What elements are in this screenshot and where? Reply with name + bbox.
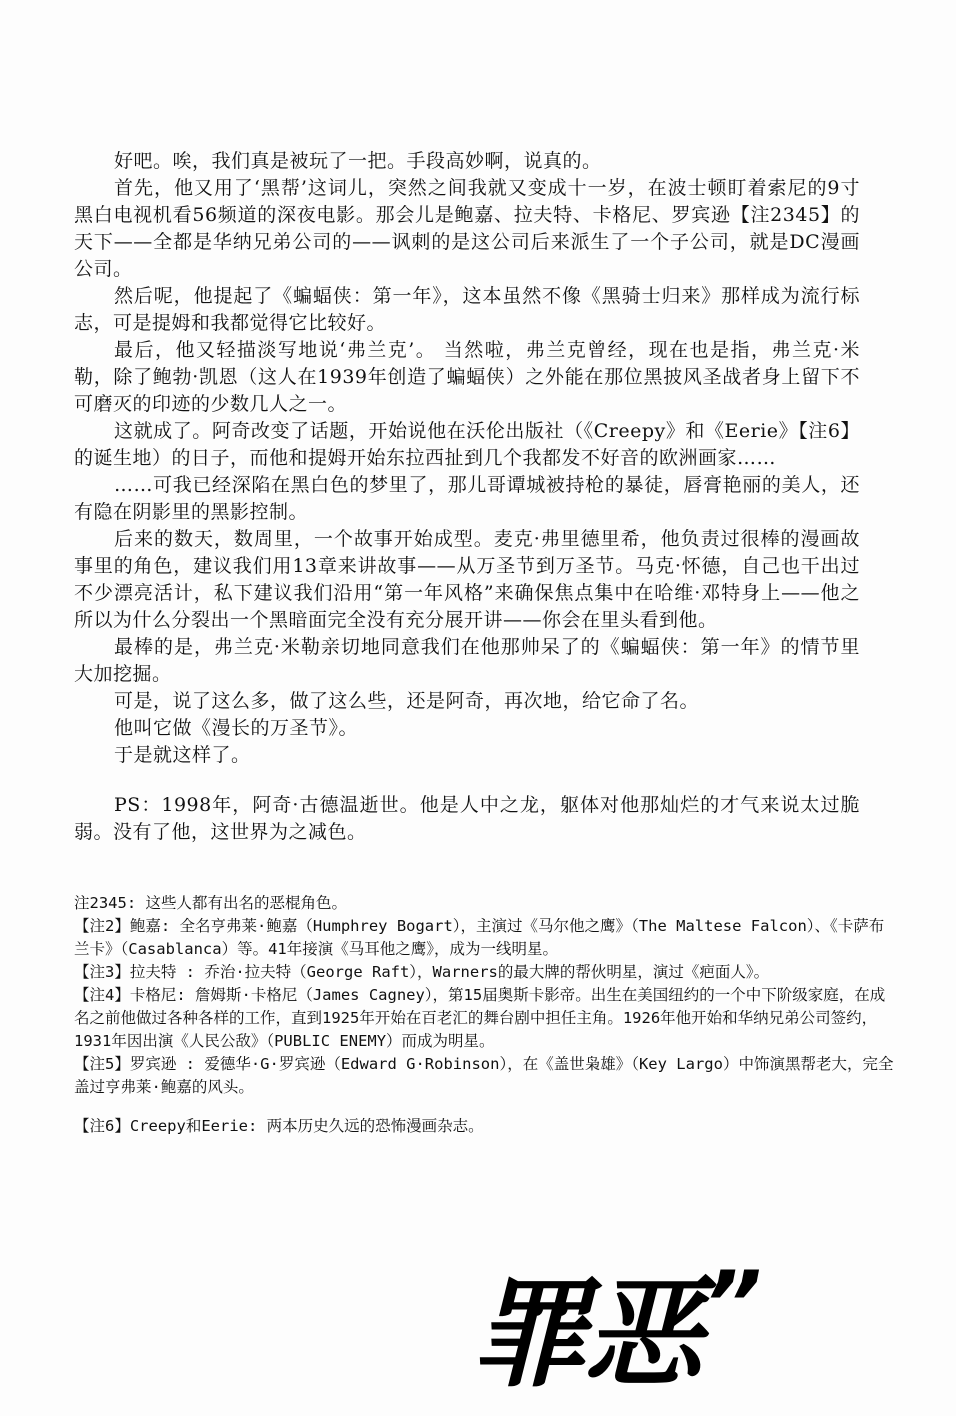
paragraph: 可是，说了这么多，做了这么些，还是阿奇，再次地，给它命了名。 [114,690,700,712]
postscript-text: PS：1998年，阿奇·古德温逝世。他是人中之龙，躯体对他那灿烂的才气来说太过脆弱。没有了他，这世界为之减色。 [74,794,860,843]
footnote: 【注2】鲍嘉: 全名亨弗莱·鲍嘉（Humphrey Bogart），主演过《马尔他之鹰》（The Maltese Falcon）、《卡萨布兰卡》（Casablanca）等。41年接演《马耳他之鹰》，成为一线明星。 [74,917,885,958]
paragraph: 最后，他又轻描淡写地说‘弗兰克’。 当然啦，弗兰克曾经，现在也是指，弗兰克·米勒，除了鲍勃·凯恩（这人在1939年创造了蝙蝠侠）之外能在那位黑披风圣战者身上留下不可磨灭的印迹的少数几人之一。 [74,339,860,415]
postscript [74,792,860,846]
paragraph: 这就成了。阿奇改变了话题，开始说他在沃伦出版社（《Creepy》和《Eerie》【注6】的诞生地）的日子，而他和提姆开始东拉西扯到几个我都发不好音的欧洲画家…… [74,420,860,469]
paragraph: 于是就这样了。 [114,744,251,766]
paragraph: 然后呢，他提起了《蝙蝠侠：第一年》，这本虽然不像《黑骑士归来》那样成为流行标志，可是提姆和我都觉得它比较好。 [74,285,860,334]
decorative-title [470,1240,830,1403]
footnote: 【注3】拉夫特 : 乔治·拉夫特（George Raft），Warners的最大牌的帮伙明星，演过《疤面人》。 [74,963,770,981]
footnote: 注2345: 这些人都有出名的恶棍角色。 [74,894,347,912]
paragraph: 最棒的是，弗兰克·米勒亲切地同意我们在他那帅呆了的《蝙蝠侠：第一年》的情节里大加挖掘。 [74,636,860,685]
footnote: 【注5】罗宾逊 : 爱德华·G·罗宾逊（Edward G·Robinson），在《盖世枭雄》（Key Largo）中饰演黑帮老大，完全盖过亨弗莱·鲍嘉的风头。 [74,1055,894,1096]
paragraph: 首先，他又用了‘黑帮’这词儿，突然之间我就又变成十一岁，在波士顿盯着索尼的9寸黑白电视机看56频道的深夜电影。那会儿是鲍嘉、拉夫特、卡格尼、罗宾逊【注2345】的天下——全都是华纳兄弟公司的——讽刺的是这公司后来派生了一个子公司，就是DC漫画公司。 [74,177,860,280]
footnote: 【注4】卡格尼: 詹姆斯·卡格尼（James Cagney），第15届奥斯卡影帝。出生在美国纽约的一个中下阶级家庭，在成名之前他做过各种各样的工作，直到1925年开始在百老汇的舞台剧中担任主角。1926年他开始和华纳兄弟公司签约，1931年因出演《人民公敌》（PUBLIC ENEMY）而成为明星。 [74,986,886,1050]
footnote: 【注6】Creepy和Eerie: 两本历史久远的恐怖漫画杂志。 [74,1117,484,1135]
decorative-title-text: 罪恶 [470,1265,699,1403]
body-text [74,148,860,769]
closing-quote-mark: ” [704,1252,758,1357]
paragraph: 后来的数天，数周里，一个故事开始成型。麦克·弗里德里希，他负责过很棒的漫画故事里的角色，建议我们用13章来讲故事——从万圣节到万圣节。马克·怀德，自己也干出过不少漂亮活计，私下建议我们沿用“第一年风格”来确保焦点集中在哈维·邓特身上——他之所以为什么分裂出一个黑暗面完全没有充分展开讲——你会在里头看到他。 [74,528,860,631]
paragraph: 好吧。唉，我们真是被玩了一把。手段高妙啊，说真的。 [114,150,602,172]
paragraph: 他叫它做《漫长的万圣节》。 [114,717,359,739]
paragraph: ……可我已经深陷在黑白色的梦里了，那儿哥谭城被持枪的暴徒，唇膏艳丽的美人，还有隐在阴影里的黑影控制。 [74,474,860,523]
footnotes [74,892,898,1138]
